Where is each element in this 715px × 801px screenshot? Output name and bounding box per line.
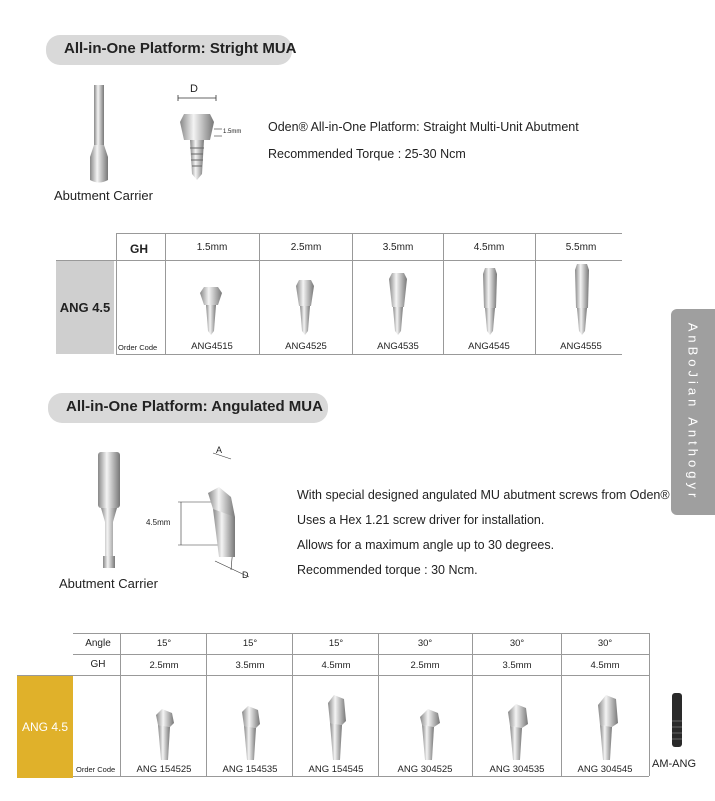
table2-angle-cell: 15° xyxy=(156,638,172,649)
table2-order-code: ANG 304545 xyxy=(577,764,633,775)
table1-row-label: ANG 4.5 xyxy=(56,261,114,354)
table2-angle-label: Angle xyxy=(85,638,111,649)
angulated-mua-image xyxy=(236,702,266,760)
table2-order-code: ANG 304535 xyxy=(489,764,545,775)
angulated-desc-line3: Allows for a maximum angle up to 30 degrees. xyxy=(297,538,555,552)
table2-gh-label: GH xyxy=(90,659,106,670)
table1-order-code-label: Order Code xyxy=(118,343,158,352)
angulated-desc-line1: With special designed angulated MU abutment screws from Oden® xyxy=(297,488,670,502)
side-tab-label: AnBoJian Anthogyr xyxy=(685,322,701,502)
am-ang-screw-image xyxy=(667,693,687,747)
diagram-dim-label: 4.5mm xyxy=(146,518,171,527)
table1-gh-cell: 1.5mm xyxy=(196,242,228,253)
table1-order-code: ANG4555 xyxy=(560,341,602,352)
angulated-mua-image xyxy=(322,693,352,760)
table2-gh-cell: 3.5mm xyxy=(502,660,532,671)
table1-order-code: ANG4535 xyxy=(377,341,419,352)
straight-desc-line1: Oden® All-in-One Platform: Straight Multi-Unit Abutment xyxy=(268,120,579,134)
mua-image-4545 xyxy=(475,268,505,335)
abutment-carrier-image xyxy=(80,85,120,185)
table2-order-code: ANG 154535 xyxy=(222,764,278,775)
mua-image-4525 xyxy=(290,278,320,335)
diagram-d-label: D xyxy=(190,83,198,95)
table2-row-label: ANG 4.5 xyxy=(17,676,73,778)
angulated-mua-diagram xyxy=(175,445,265,585)
diagram-d-label: D xyxy=(242,570,249,580)
table2-gh-cell: 2.5mm xyxy=(410,660,440,671)
mua-image-4535 xyxy=(383,273,413,335)
table2-angle-cell: 30° xyxy=(597,638,613,649)
mua-image-4515 xyxy=(196,285,226,335)
diagram-a-label: A xyxy=(216,445,223,455)
table2-gh-cell: 2.5mm xyxy=(149,660,179,671)
table2-order-code-label: Order Code xyxy=(76,765,116,774)
side-tab[interactable] xyxy=(671,309,715,515)
table1-gh-cell: 4.5mm xyxy=(473,242,505,253)
table1-gh-label: GH xyxy=(130,242,148,256)
table2-angle-cell: 30° xyxy=(509,638,525,649)
angulated-mua-image xyxy=(592,693,622,760)
table2-order-code: ANG 154525 xyxy=(136,764,192,775)
section-title-straight-mua: All-in-One Platform: Stright MUA xyxy=(46,35,292,65)
mua-image-4555 xyxy=(567,264,597,335)
table2-gh-cell: 4.5mm xyxy=(321,660,351,671)
diagram-dim-label: 1.5mm xyxy=(223,129,242,135)
section-title-angulated-mua: All-in-One Platform: Angulated MUA xyxy=(48,393,328,423)
table1-order-code: ANG4515 xyxy=(191,341,233,352)
table2-gh-cell: 4.5mm xyxy=(590,660,620,671)
table1-gh-cell: 3.5mm xyxy=(382,242,414,253)
table2-angle-cell: 15° xyxy=(328,638,344,649)
angulated-mua-image xyxy=(414,705,444,760)
angulated-mua-image xyxy=(502,700,532,760)
table2-angle-cell: 15° xyxy=(242,638,258,649)
straight-desc-line2: Recommended Torque : 25-30 Ncm xyxy=(268,147,466,161)
table1-order-code: ANG4525 xyxy=(285,341,327,352)
table2-angle-cell: 30° xyxy=(417,638,433,649)
abutment-carrier-label: Abutment Carrier xyxy=(54,188,153,203)
table1-gh-cell: 2.5mm xyxy=(290,242,322,253)
angulated-desc-line2: Uses a Hex 1.21 screw driver for installation. xyxy=(297,513,545,527)
table2-order-code: ANG 304525 xyxy=(397,764,453,775)
table2-gh-cell: 3.5mm xyxy=(235,660,265,671)
angulated-desc-line4: Recommended torque : 30 Ncm. xyxy=(297,563,478,577)
abutment-carrier-image xyxy=(90,452,130,570)
abutment-carrier-label: Abutment Carrier xyxy=(59,576,158,591)
am-ang-code: AM-ANG xyxy=(652,758,696,770)
angulated-mua-image xyxy=(150,705,180,760)
table1-gh-cell: 5.5mm xyxy=(565,242,597,253)
table1-order-code: ANG4545 xyxy=(468,341,510,352)
table2-order-code: ANG 154545 xyxy=(308,764,364,775)
